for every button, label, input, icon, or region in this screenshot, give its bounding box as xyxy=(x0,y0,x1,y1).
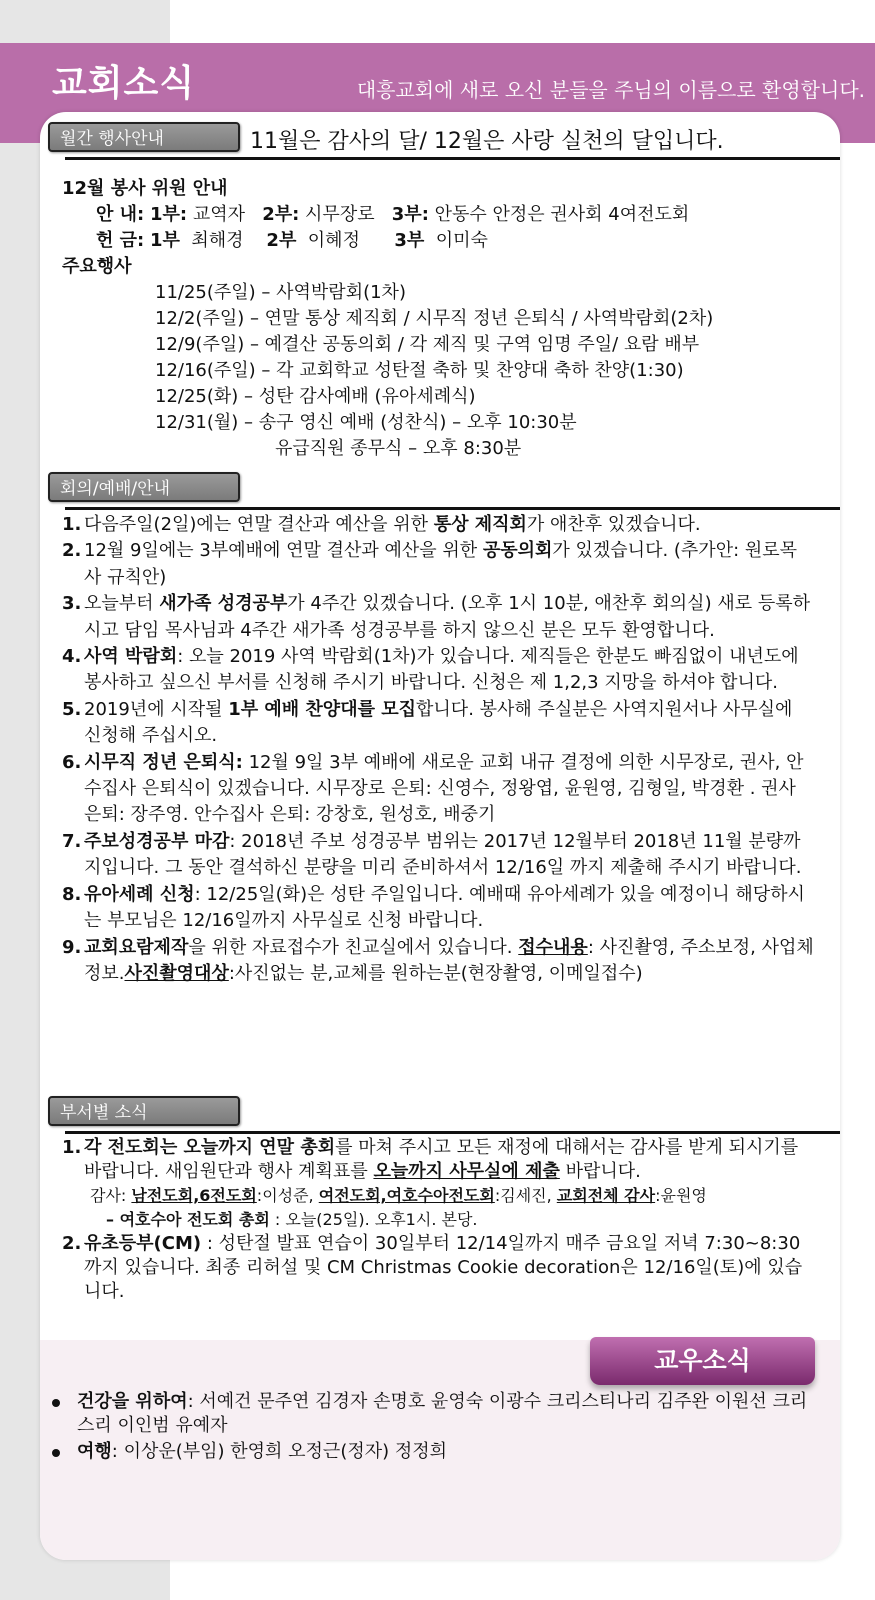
audit-group: 교회전체 감사 xyxy=(556,1186,656,1205)
guide-row xyxy=(96,202,689,228)
item-highlight: 1부 예배 찬양대를 모집 xyxy=(228,698,417,720)
item-highlight: 유아세례 신청 xyxy=(84,883,195,905)
events-title: 주요행사 xyxy=(62,256,132,277)
event-item: 12/25(화) – 성탄 감사예배 (유아세례식) xyxy=(155,386,476,407)
section-tab-meeting: 회의/예배/안내 xyxy=(48,472,240,502)
item-text: : 2018년 주보 성경공부 범위는 2017년 12월부터 2018년 11월 분량까지입니다. 그 동안 결석하신 분량을 미리 준비하셔서 12/16일 까지 제출해 주시기 바랍니다. xyxy=(84,830,802,879)
guide-p3: 안동수 안정은 권사회 4여전도회 xyxy=(434,204,690,225)
assembly-row xyxy=(84,1208,814,1232)
item-number: 5. xyxy=(62,698,82,720)
event-item: 12/16(주일) – 각 교회학교 성탄절 축하 및 찬양대 축하 찬양(1:30) xyxy=(155,360,684,381)
item-highlight: 새가족 성경공부 xyxy=(159,593,288,615)
assembly-label: – 여호수아 전도회 총회 xyxy=(106,1210,270,1229)
item-number: 7. xyxy=(62,830,82,852)
list-item xyxy=(52,1390,812,1438)
item-text: : 성탄절 발표 연습이 30일부터 12/14일까지 매주 금요일 저녁 7:30~8:30까지 있습니다. 최종 리허설 및 CM Christmas Cookie decoration은 12/16일(토)에 있습니다. xyxy=(84,1233,803,1302)
item-number: 2. xyxy=(62,1233,82,1254)
bullet-icon xyxy=(52,1399,60,1407)
audit-group: 남전도회,6전도회 xyxy=(131,1186,257,1205)
audit-name: :윤원영 xyxy=(655,1186,707,1205)
item-number: 3. xyxy=(62,593,82,615)
section-tab-dept: 부서별 소식 xyxy=(48,1096,240,1126)
item-highlight: 오늘까지 사무실에 제출 xyxy=(373,1161,560,1182)
item-text: 합니다. 봉사해 주실분은 사역지원서나 사무실에 신청해 주십시오. xyxy=(84,698,793,747)
item-highlight: 주보성경공부 마감 xyxy=(84,830,230,852)
event-item: 12/9(주일) – 예결산 공동의회 / 각 제직 및 구역 임명 주일/ 요람 배부 xyxy=(155,334,700,355)
welcome-subtitle: 대흥교회에 새로 오신 분들을 주님의 이름으로 환영합니다. xyxy=(356,78,865,102)
list-item xyxy=(62,1232,814,1304)
guide-p3-label: 3부: xyxy=(391,204,429,225)
guide-p1: 교역자 xyxy=(192,204,246,225)
audit-name: :김세진, xyxy=(494,1186,557,1205)
item-number: 1. xyxy=(62,514,82,535)
assembly-text: : 오늘(25일). 오후1시. 본당. xyxy=(269,1210,478,1229)
section-divider xyxy=(65,507,840,510)
item-text: : 12/25일(화)은 성탄 주일입니다. 예배때 유아세례가 있을 예정이니 해당하시는 부모님은 12/16일까지 사무실로 신청 바랍니다. xyxy=(84,883,805,932)
item-number: 4. xyxy=(62,646,82,668)
item-highlight: 교회요람제작 xyxy=(84,936,189,958)
section-divider xyxy=(65,157,840,160)
item-highlight: 유초등부(CM) xyxy=(84,1233,202,1254)
bullet-icon xyxy=(52,1449,60,1457)
audit-row xyxy=(84,1184,814,1208)
list-item xyxy=(62,750,814,829)
offering-label: 헌 금: xyxy=(96,230,145,251)
monthly-headline: 11월은 감사의 달/ 12월은 사랑 실천의 달입니다. xyxy=(250,129,724,154)
item-number: 8. xyxy=(62,883,82,905)
list-item xyxy=(62,538,814,591)
guide-p2: 시무장로 xyxy=(305,204,375,225)
health-label: 건강을 위하여 xyxy=(77,1391,188,1412)
list-item xyxy=(62,829,814,882)
item-text: 12월 9일에는 3부예배에 연말 결산과 예산을 위한 xyxy=(84,540,483,562)
offering-p3: 이미숙 xyxy=(435,230,488,251)
news-badge: 교우소식 xyxy=(590,1337,815,1385)
list-item xyxy=(62,644,814,697)
volunteer-title: 12월 봉사 위원 안내 xyxy=(62,178,228,199)
list-item xyxy=(62,591,814,644)
item-text: 를 마쳐 주시고 모든 재정에 대해서는 감사를 받게 되시기를 바랍니다. 새임원단과 행사 계획표를 xyxy=(84,1137,799,1182)
item-text: 가 4주간 있겠습니다. (오후 1시 10분, 애찬후 회의실) 새로 등록하시고 담임 목사님과 4주간 새가족 성경공부를 하지 않으신 분은 모두 환영합니다. xyxy=(84,593,810,641)
item-highlight: 통상 제직회 xyxy=(433,514,527,535)
item-number: 6. xyxy=(62,751,82,773)
list-item xyxy=(62,882,814,935)
guide-label: 안 내: xyxy=(96,204,145,225)
item-highlight: 사진촬영대상 xyxy=(124,962,229,984)
section-divider xyxy=(65,1131,840,1134)
offering-p1: 최해경 xyxy=(191,230,244,251)
offering-p3-label: 3부 xyxy=(394,230,425,251)
item-number: 2. xyxy=(62,540,82,562)
audit-label: 감사: xyxy=(90,1186,132,1205)
offering-p2-label: 2부 xyxy=(266,230,297,251)
list-item xyxy=(62,935,814,988)
item-text: 2019년에 시작될 xyxy=(84,698,229,720)
audit-name: :이성준, xyxy=(256,1186,319,1205)
health-text: : 서예건 문주연 김경자 손명호 윤영숙 이광수 크리스티나리 김주완 이원선 크리스리 이인범 유예자 xyxy=(77,1391,808,1436)
event-item: 유급직원 종무식 – 오후 8:30분 xyxy=(275,438,522,459)
item-text: : 오늘 2019 사역 박람회(1차)가 있습니다. 제직들은 한분도 빠짐없이 내년도에 봉사하고 싶으신 부서를 신청해 주시기 바랍니다. 신청은 제 1,2,3 지망을 하셔야 합니다. xyxy=(84,646,799,694)
page-title: 교회소식 xyxy=(52,63,196,104)
item-text: 12월 9일 3부 예배에 새로운 교회 내규 결정에 의한 시무장로, 권사, 안수집사 은퇴식이 있겠습니다. 시무장로 은퇴: 신영수, 정왕엽, 윤원영, 김형일, 박경환 . 권사 은퇴: 장주영. 안수집사 은퇴: 강창호, 원성호, 배중기 xyxy=(84,751,804,826)
dept-list xyxy=(62,1136,814,1304)
news-list xyxy=(52,1390,812,1466)
item-number: 1. xyxy=(62,1137,82,1158)
list-item xyxy=(62,697,814,750)
item-highlight: 사역 박람회 xyxy=(84,646,178,668)
item-number: 9. xyxy=(62,936,82,958)
meeting-list xyxy=(62,512,814,987)
list-item xyxy=(52,1440,812,1464)
item-text: 바랍니다. xyxy=(559,1161,641,1182)
item-highlight: 공동의회 xyxy=(482,540,553,562)
guide-p2-label: 2부: xyxy=(262,204,300,225)
item-highlight: 각 전도회는 오늘까지 연말 총회 xyxy=(84,1137,336,1158)
item-text: 다음주일(2일)에는 연말 결산과 예산을 위한 xyxy=(84,514,434,535)
offering-row xyxy=(96,228,488,254)
offering-p1-label: 1부 xyxy=(149,230,180,251)
section-tab-monthly: 월간 행사안내 xyxy=(48,122,240,152)
item-text: 을 위한 자료접수가 친교실에서 있습니다. xyxy=(188,936,519,958)
event-item: 12/2(주일) – 연말 통상 제직회 / 시무직 정년 은퇴식 / 사역박람회(2차) xyxy=(155,308,714,329)
item-highlight: 접수내용 xyxy=(518,936,588,958)
item-text: : 사진촬영, 주소보정, 사업체정보. xyxy=(84,936,814,984)
travel-text: : 이상운(부임) 한영희 오정근(정자) 정정희 xyxy=(111,1441,448,1462)
item-highlight: 시무직 정년 은퇴식: xyxy=(84,751,243,773)
guide-p1-label: 1부: xyxy=(149,204,188,225)
item-text: 가 있겠습니다. (추가안: 원로목사 규칙안) xyxy=(84,540,798,588)
event-item: 12/31(월) – 송구 영신 예배 (성찬식) – 오후 10:30분 xyxy=(155,412,577,433)
item-text: :사진없는 분,교체를 원하는분(현장촬영, 이메일접수) xyxy=(228,962,643,984)
event-item: 11/25(주일) – 사역박람회(1차) xyxy=(155,282,406,303)
item-text: 오늘부터 xyxy=(84,593,160,615)
list-item xyxy=(62,1136,814,1232)
item-text: 가 애찬후 있겠습니다. xyxy=(526,514,701,535)
audit-group: 여전도회,여호수아전도회 xyxy=(318,1186,495,1205)
offering-p2: 이혜정 xyxy=(307,230,360,251)
travel-label: 여행 xyxy=(77,1441,112,1462)
list-item xyxy=(62,512,814,538)
